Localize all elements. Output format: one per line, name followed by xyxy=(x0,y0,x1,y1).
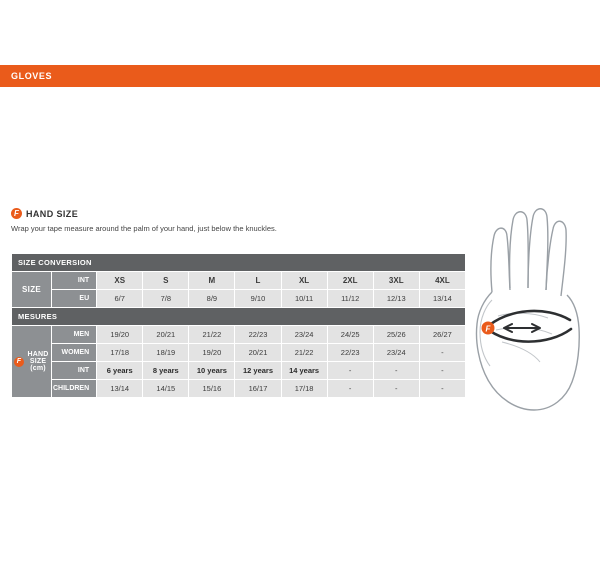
cell-children-xl: 17/18 xyxy=(281,380,327,398)
cell-men-4xl: 26/27 xyxy=(419,326,465,344)
f-logo-icon: F xyxy=(14,357,24,367)
row-label-eu: EU xyxy=(52,290,97,308)
cell-eu-xl: 10/11 xyxy=(281,290,327,308)
cell-children-3xl: - xyxy=(373,380,419,398)
cell-childint-xs: 6 years xyxy=(97,362,143,380)
table-row xyxy=(12,362,466,380)
cell-int-xl: XL xyxy=(281,272,327,290)
hand-size-title: HAND SIZE xyxy=(26,208,79,219)
cell-men-l: 22/23 xyxy=(235,326,281,344)
table-row xyxy=(12,344,466,362)
cell-int-3xl: 3XL xyxy=(373,272,419,290)
cell-children-s: 14/15 xyxy=(143,380,189,398)
cell-eu-3xl: 12/13 xyxy=(373,290,419,308)
cell-int-4xl: 4XL xyxy=(419,272,465,290)
cell-women-3xl: 23/24 xyxy=(373,344,419,362)
cell-women-m: 19/20 xyxy=(189,344,235,362)
row-label-children: CHILDREN xyxy=(52,380,97,398)
cell-int-l: L xyxy=(235,272,281,290)
hand-outline-icon xyxy=(468,196,593,426)
cell-eu-s: 7/8 xyxy=(143,290,189,308)
row-label-int-children: INT xyxy=(52,362,97,380)
cell-women-4xl: - xyxy=(419,344,465,362)
cell-eu-xs: 6/7 xyxy=(97,290,143,308)
hand-measurement-illustration xyxy=(468,196,593,426)
row-group-label-hand-size xyxy=(12,326,52,398)
cell-children-xs: 13/14 xyxy=(97,380,143,398)
cell-children-l: 16/17 xyxy=(235,380,281,398)
section-header-mesures: MESURES xyxy=(12,308,466,326)
row-label-women: WOMEN xyxy=(52,344,97,362)
table-row xyxy=(12,272,466,290)
cell-childint-2xl: - xyxy=(327,362,373,380)
cell-eu-m: 8/9 xyxy=(189,290,235,308)
cell-women-l: 20/21 xyxy=(235,344,281,362)
cell-women-xl: 21/22 xyxy=(281,344,327,362)
cell-int-2xl: 2XL xyxy=(327,272,373,290)
cell-men-m: 21/22 xyxy=(189,326,235,344)
cell-men-xs: 19/20 xyxy=(97,326,143,344)
table-row xyxy=(12,380,466,398)
cell-eu-l: 9/10 xyxy=(235,290,281,308)
cell-childint-m: 10 years xyxy=(189,362,235,380)
cell-children-2xl: - xyxy=(327,380,373,398)
cell-men-s: 20/21 xyxy=(143,326,189,344)
hand-size-cm-label: HAND SIZE (cm) xyxy=(27,351,49,372)
cell-men-xl: 23/24 xyxy=(281,326,327,344)
row-group-label-size: SIZE xyxy=(12,272,52,308)
f-logo-icon: F xyxy=(11,208,22,219)
cell-childint-xl: 14 years xyxy=(281,362,327,380)
banner-title: GLOVES xyxy=(11,71,53,81)
cell-women-xs: 17/18 xyxy=(97,344,143,362)
cell-children-m: 15/16 xyxy=(189,380,235,398)
table-section-row xyxy=(12,254,466,272)
cell-int-m: M xyxy=(189,272,235,290)
cell-int-xs: XS xyxy=(97,272,143,290)
cell-women-s: 18/19 xyxy=(143,344,189,362)
cell-childint-s: 8 years xyxy=(143,362,189,380)
hand-size-heading xyxy=(11,208,451,219)
cell-childint-4xl: - xyxy=(419,362,465,380)
row-label-int: INT xyxy=(52,272,97,290)
cell-eu-2xl: 11/12 xyxy=(327,290,373,308)
table-section-row xyxy=(12,308,466,326)
cell-men-2xl: 24/25 xyxy=(327,326,373,344)
gloves-banner xyxy=(0,65,600,87)
size-conversion-table xyxy=(11,253,466,398)
table-row xyxy=(12,326,466,344)
hand-size-intro xyxy=(11,208,451,234)
cell-childint-l: 12 years xyxy=(235,362,281,380)
svg-text:F: F xyxy=(485,324,491,334)
hand-size-instructions: Wrap your tape measure around the palm of your hand, just below the knuckles. xyxy=(11,224,277,233)
cell-children-4xl: - xyxy=(419,380,465,398)
cell-int-s: S xyxy=(143,272,189,290)
cell-eu-4xl: 13/14 xyxy=(419,290,465,308)
row-label-men: MEN xyxy=(52,326,97,344)
cell-childint-3xl: - xyxy=(373,362,419,380)
section-header-size-conversion: SIZE CONVERSION xyxy=(12,254,466,272)
table-row xyxy=(12,290,466,308)
cell-women-2xl: 22/23 xyxy=(327,344,373,362)
cell-men-3xl: 25/26 xyxy=(373,326,419,344)
